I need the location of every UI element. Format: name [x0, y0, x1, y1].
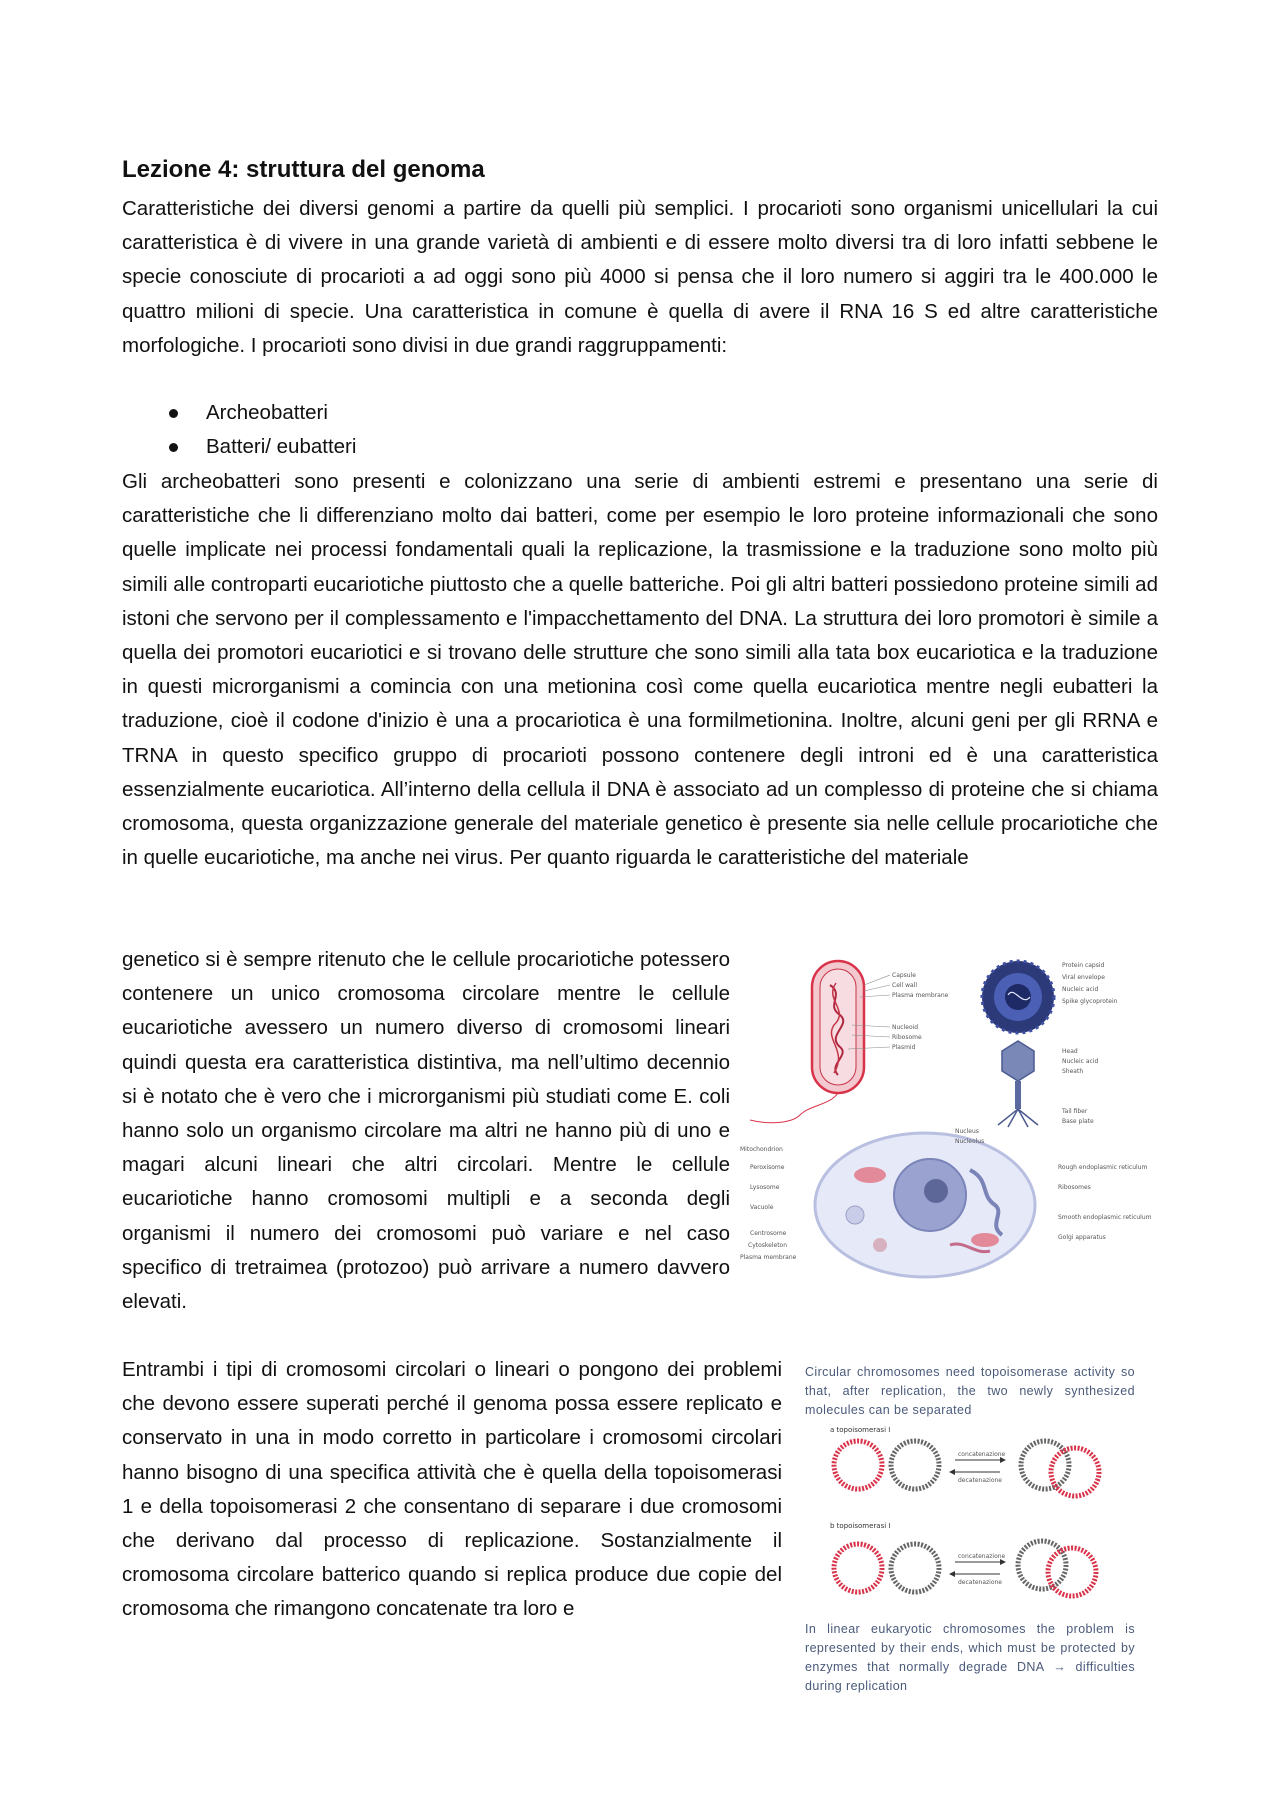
- phage-illustration: [998, 1041, 1098, 1127]
- topo-caption-bottom: In linear eukaryotic chromosomes the problem is represented by their ends, which must be protected by enzymes that normally degrade DNA → difficulties during replication: [805, 1622, 1135, 1693]
- topoisomerase-paragraph: Entrambi i tipi di cromosomi circolari o lineari o pongono dei problemi che devono essere superati perché il genoma possa essere replicato e conservato in una in modo corretto in particolare i cromosomi circolari hanno bisogno di una specifica attività che è quella della topoisomerasi 1 e della topoisomerasi 2 che consentano di separare i due cromosomi che derivano dal processo di replicazione. Sostanzialmente il cromosoma circolare batterico quando si replica produce due copie del cromosoma che rimangono concatenate tra loro e: [122, 1358, 782, 1621]
- bacterium-label: Capsule: [892, 972, 916, 979]
- cell-types-figure: [740, 955, 1160, 1285]
- cell-label: Ribosomes: [1058, 1184, 1091, 1191]
- cell-label: Centrosome: [750, 1230, 787, 1237]
- arrow-label: decatenazione: [958, 1579, 1002, 1586]
- cell-label: Rough endoplasmic reticulum: [1058, 1164, 1148, 1171]
- panel-b-label: b topoisomerasi I: [830, 1522, 891, 1530]
- intro-paragraph: Caratteristiche dei diversi genomi a partire da quelli più semplici. I procarioti sono organismi unicellulari la cui caratteristica è di vivere in una grande varietà di ambienti e di essere molto diversi tra di loro infatti sebbene le specie conosciute di procarioti a ad oggi sono più 4000 si pensa che il loro numero si aggiri tra le 400.000 le quattro milioni di specie. Una caratteristica in comune è quella di avere il RNA 16 S ed altre caratteristiche morfologiche. I procarioti sono divisi in due grandi raggruppamenti:: [122, 197, 1158, 357]
- arrow-label: decatenazione: [958, 1477, 1002, 1484]
- phage-label: Nucleic acid: [1062, 1058, 1099, 1065]
- bacterium-label: Cell wall: [892, 982, 918, 989]
- virus-label: Protein capsid: [1062, 962, 1105, 969]
- bacterium-label: Plasma membrane: [892, 992, 949, 999]
- page-title: Lezione 4: struttura del genoma: [122, 156, 485, 183]
- arrow-label: concatenazione: [958, 1553, 1006, 1560]
- cell-label: Cytoskeleton: [748, 1242, 788, 1249]
- virus-label: Spike glycoprotein: [1062, 998, 1118, 1005]
- panel-a-label: a topoisomerasi I: [830, 1426, 891, 1434]
- bacterium-illustration: [750, 961, 949, 1123]
- chromosome-paragraph: genetico si è sempre ritenuto che le cellule procariotiche potessero contenere un unico cromosoma circolare mentre le cellule eucariotiche avessero un numero diverso di cromosomi lineari quindi questa era caratteristica distintiva, ma nell’ultimo decennio si è notato che è vero che i microrganismi più studiati come E. coli hanno solo un organismo circolare ma altri ne hanno più di uno e magari alcuni lineari che altri circolari. Mentre le cellule eucariotiche hanno cromosomi multipli e a seconda degli organismi il numero dei cromosomi può variare e nel caso specifico di tretraimea (protozoo) può arrivare a numero davvero elevati.: [122, 948, 730, 1314]
- arrow-label: concatenazione: [958, 1451, 1006, 1458]
- bacterium-label: Ribosome: [892, 1034, 922, 1041]
- topoisomerase-figure: [820, 1420, 1120, 1620]
- phage-label: Sheath: [1062, 1068, 1084, 1075]
- phage-label: Head: [1062, 1048, 1078, 1055]
- list-item: Batteri/ eubatteri: [122, 430, 356, 464]
- archaea-paragraph: Gli archeobatteri sono presenti e colonizzano una serie di ambienti estremi e presentano una serie di caratteristiche che li differenziano molto dai batteri, come per esempio le loro proteine informazionali che sono quelle implicate nei processi fondamentali quali la replicazione, la trasmissione e la traduzione sono molto più simili alle controparti eucariotiche piuttosto che a quelle batteriche. Poi gli altri batteri possiedono proteine simili ad istoni che servono per il complessamento e l'impacchettamento del DNA. La struttura dei loro promotori è simile a quella dei promotori eucariotici e si trovano delle strutture che sono simili alla tata box eucariotica e la traduzione in questi microrganismi a comincia con una metionina così come quella eucariotica mentre negli eubatteri la traduzione, cioè il codone d'inizio è una a procariotica è una formilmetionina. Inoltre, alcuni geni per gli RRNA e TRNA in questo specifico gruppo di procarioti possono contenere degli introni ed è una caratteristica essenzialmente eucariotica. All’interno della cellula il DNA è associato ad un complesso di proteine che si chiama cromosoma, questa organizzazione generale del materiale genetico è presente sia nelle cellule procariotiche che in quelle eucariotiche, ma anche nei virus. Per quanto riguarda le caratteristiche del materiale: [122, 470, 1158, 870]
- cell-label: Vacuole: [750, 1204, 774, 1211]
- topo-caption-top: Circular chromosomes need topoisomerase activity so that, after replication, the two newly synthesized molecules can be separated: [805, 1365, 1135, 1417]
- bacterium-label: Plasmid: [892, 1044, 916, 1051]
- cell-label: Plasma membrane: [740, 1254, 797, 1261]
- virus-label: Viral envelope: [1062, 974, 1105, 981]
- cell-label: Peroxisome: [750, 1164, 785, 1171]
- virus-label: Nucleic acid: [1062, 986, 1099, 993]
- cell-label: Smooth endoplasmic reticulum: [1058, 1214, 1152, 1221]
- phage-label: Base plate: [1062, 1118, 1094, 1125]
- cell-label: Nucleus: [955, 1128, 979, 1135]
- list-item: Archeobatteri: [122, 396, 356, 430]
- bacterium-label: Nucleoid: [892, 1024, 919, 1031]
- cell-label: Nucleolus: [955, 1138, 985, 1145]
- phage-label: Tail fiber: [1062, 1108, 1088, 1115]
- eukaryotic-cell-illustration: [740, 1128, 1152, 1277]
- cell-label: Mitochondrion: [740, 1146, 783, 1153]
- cell-label: Lysosome: [750, 1184, 780, 1191]
- prokaryote-groups-list: [122, 396, 356, 464]
- virus-illustration: [982, 961, 1118, 1033]
- cell-label: Golgi apparatus: [1058, 1234, 1106, 1241]
